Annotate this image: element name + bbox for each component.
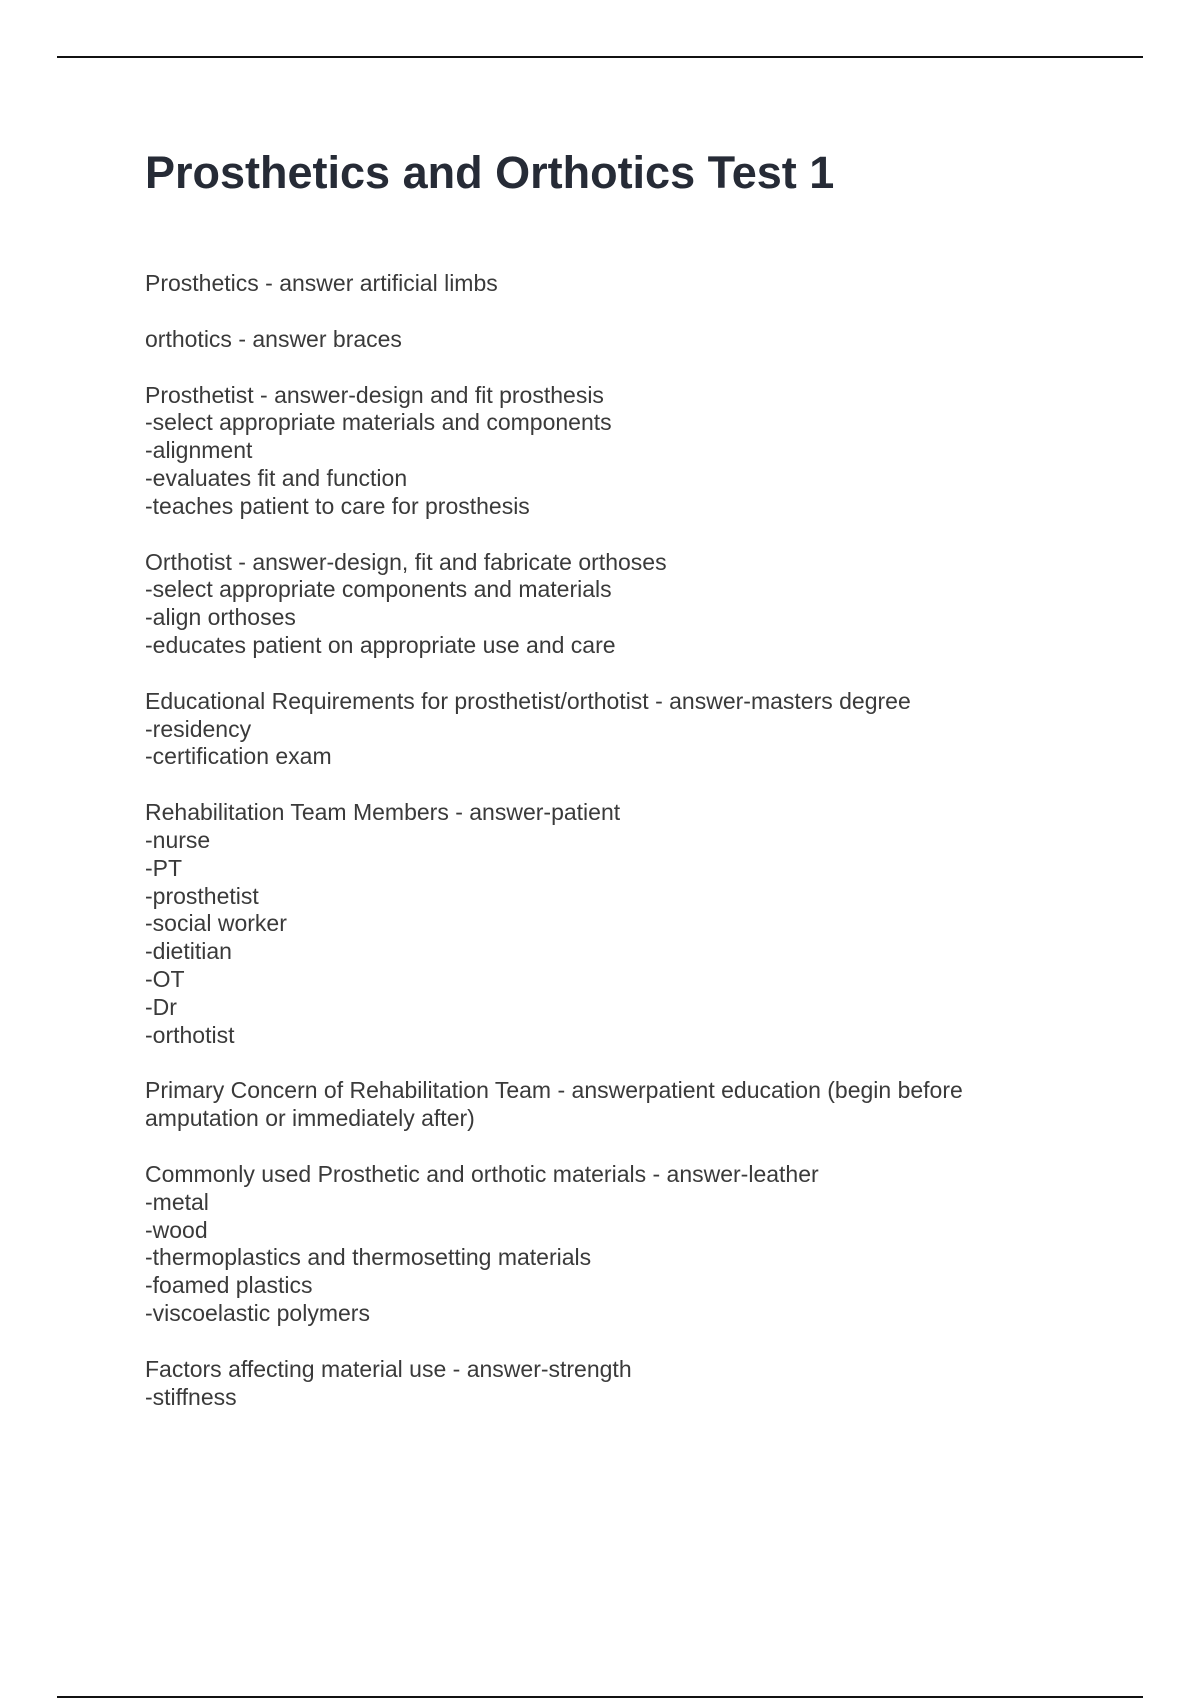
entry-list — [145, 270, 1065, 1411]
entry-orthotist — [145, 549, 1065, 660]
bottom-rule — [57, 1696, 1143, 1698]
entry-common-materials — [145, 1161, 1065, 1328]
entry-rehabilitation-team-members — [145, 799, 1065, 1049]
entry-line: -certification exam — [145, 743, 332, 770]
entry-line: -educates patient on appropriate use and care — [145, 631, 616, 658]
entry-line: Prosthetist - answer-design and fit prosthesis — [145, 381, 604, 408]
entry-line: Rehabilitation Team Members - answer-patient — [145, 799, 621, 826]
entry-line: -PT — [145, 854, 183, 881]
entry-line: Factors affecting material use - answer-strength — [145, 1355, 632, 1382]
entry-primary-concern — [145, 1077, 1065, 1133]
entry-line: -stiffness — [145, 1383, 237, 1410]
entry-line: -prosthetist — [145, 882, 259, 909]
entry-line: -Dr — [145, 993, 177, 1020]
entry-orthotics — [145, 326, 1065, 354]
entry-line: Primary Concern of Rehabilitation Team - answerpatient education (begin before — [145, 1077, 963, 1104]
entry-line: Orthotist - answer-design, fit and fabricate orthoses — [145, 548, 667, 575]
entry-line: -teaches patient to care for prosthesis — [145, 492, 530, 519]
entry-line: -metal — [145, 1188, 209, 1215]
entry-material-factors — [145, 1356, 1065, 1412]
entry-line: Educational Requirements for prosthetist/orthotist - answer-masters degree — [145, 687, 911, 714]
entry-line: amputation or immediately after) — [145, 1105, 475, 1132]
entry-line: -dietitian — [145, 938, 232, 965]
entry-line: -wood — [145, 1216, 208, 1243]
entry-line: -evaluates fit and function — [145, 464, 408, 491]
entry-line: -select appropriate components and materials — [145, 576, 612, 603]
entry-line: -orthotist — [145, 1021, 235, 1048]
entry-line: Prosthetics - answer artificial limbs — [145, 270, 498, 296]
entry-line: -residency — [145, 715, 252, 742]
entry-line: -viscoelastic polymers — [145, 1299, 370, 1326]
top-rule — [57, 56, 1143, 58]
entry-line: -align orthoses — [145, 604, 296, 631]
entry-line: -nurse — [145, 826, 211, 853]
entry-line: -alignment — [145, 437, 253, 464]
entry-line: -select appropriate materials and components — [145, 409, 612, 436]
entry-prosthetics — [145, 270, 1065, 298]
entry-line: Commonly used Prosthetic and orthotic materials - answer-leather — [145, 1160, 819, 1187]
entry-line: -social worker — [145, 910, 287, 937]
entry-line: -OT — [145, 965, 185, 992]
entry-educational-requirements — [145, 688, 1065, 771]
document-title: Prosthetics and Orthotics Test 1 — [145, 147, 835, 198]
entry-line: -foamed plastics — [145, 1272, 313, 1299]
entry-prosthetist — [145, 382, 1065, 521]
document-body — [145, 142, 1065, 1439]
entry-line: orthotics - answer braces — [145, 325, 402, 352]
entry-line: -thermoplastics and thermosetting materials — [145, 1244, 592, 1271]
